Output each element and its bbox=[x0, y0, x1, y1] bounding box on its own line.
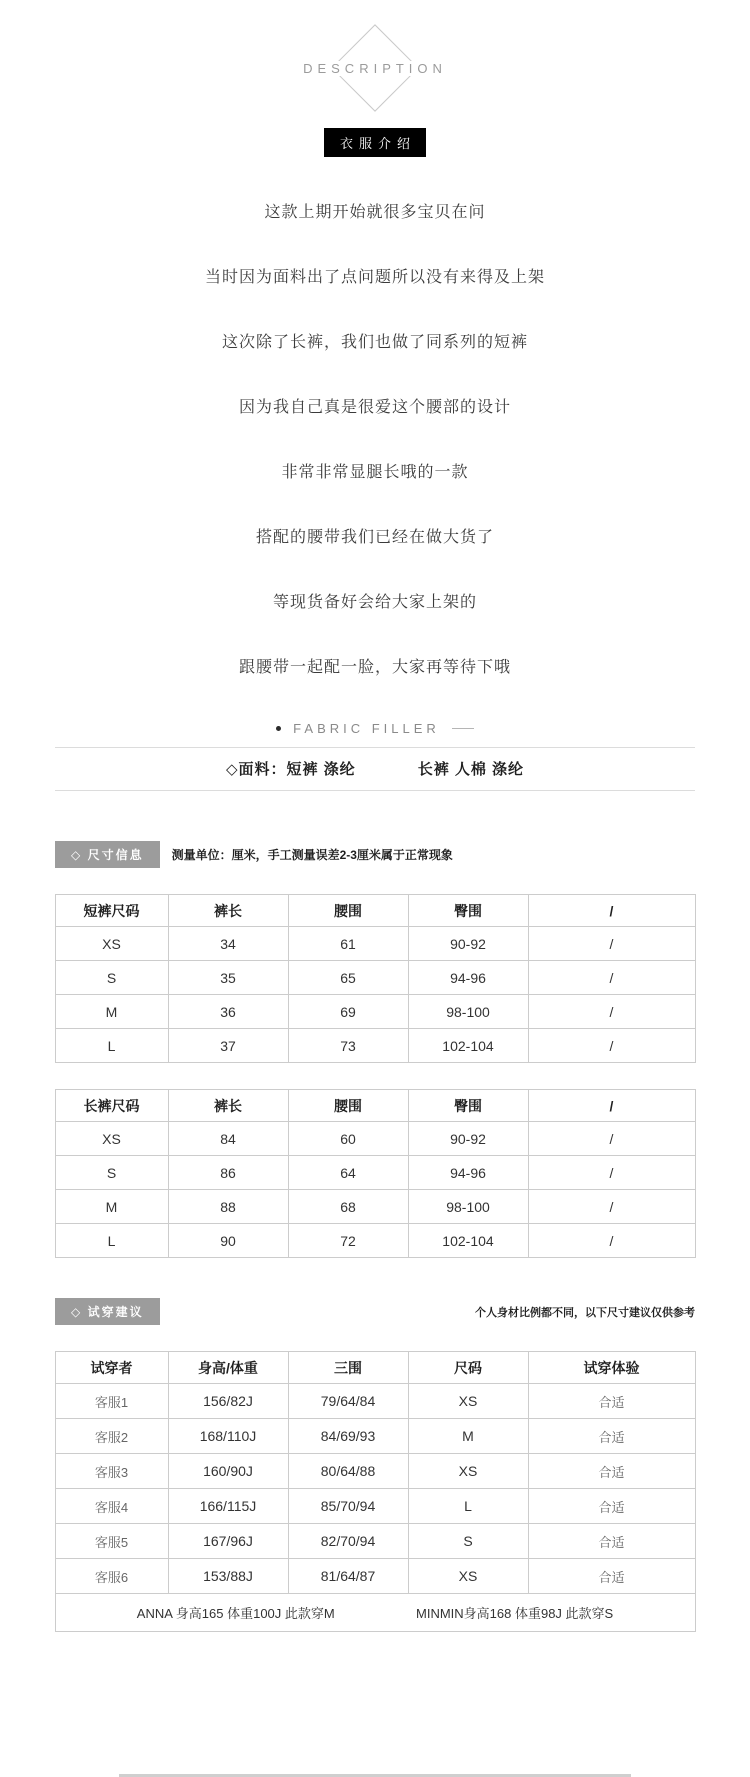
table-cell: 156/82J bbox=[168, 1384, 288, 1419]
header-cell: 腰围 bbox=[288, 1090, 408, 1122]
table-cell: 90-92 bbox=[408, 927, 528, 961]
short-pants-size-table bbox=[55, 894, 696, 1063]
header-cell: 短裤尺码 bbox=[55, 895, 168, 927]
intro-line-6: 搭配的腰带我们已经在做大货了 bbox=[255, 529, 494, 546]
table-cell: M bbox=[55, 1190, 168, 1224]
table-cell: / bbox=[528, 1156, 695, 1190]
header-cell: / bbox=[528, 1090, 695, 1122]
table-header-row bbox=[55, 895, 695, 927]
fabric-long-pants: 长裤 人棉 涤纶 bbox=[417, 761, 525, 778]
table-row bbox=[55, 1524, 695, 1559]
description-header bbox=[0, 18, 750, 118]
table-cell: XS bbox=[408, 1559, 528, 1594]
table-row bbox=[55, 1559, 695, 1594]
table-cell: 166/115J bbox=[168, 1489, 288, 1524]
table-cell: 84/69/93 bbox=[288, 1419, 408, 1454]
bullet-dot-icon bbox=[276, 726, 281, 731]
fabric-short-pants: 短裤 涤纶 bbox=[286, 761, 356, 778]
table-cell: 34 bbox=[168, 927, 288, 961]
fitting-section-badge: ◇ 试穿建议 bbox=[55, 1298, 160, 1325]
table-header-row bbox=[55, 1352, 695, 1384]
header-cell: 尺码 bbox=[408, 1352, 528, 1384]
intro-line-4: 因为我自己真是很爱这个腰部的设计 bbox=[238, 399, 511, 416]
table-cell: 167/96J bbox=[168, 1524, 288, 1559]
table-cell: XS bbox=[55, 1122, 168, 1156]
table-cell: / bbox=[528, 927, 695, 961]
table-cell: 160/90J bbox=[168, 1454, 288, 1489]
table-cell: 73 bbox=[288, 1029, 408, 1063]
table-cell: / bbox=[528, 995, 695, 1029]
header-cell: 腰围 bbox=[288, 895, 408, 927]
table-cell: / bbox=[528, 1224, 695, 1258]
table-cell: XS bbox=[408, 1454, 528, 1489]
table-cell: S bbox=[55, 1156, 168, 1190]
table-cell: 客服6 bbox=[55, 1559, 168, 1594]
footer-note-minmin: MINMIN身高168 体重98J 此款穿S bbox=[416, 1606, 614, 1621]
table-cell: L bbox=[408, 1489, 528, 1524]
table-cell: 60 bbox=[288, 1122, 408, 1156]
table-cell: 90-92 bbox=[408, 1122, 528, 1156]
table-cell: 36 bbox=[168, 995, 288, 1029]
table-row bbox=[55, 995, 695, 1029]
fabric-section-header bbox=[0, 721, 750, 736]
table-cell: 35 bbox=[168, 961, 288, 995]
table-cell: 69 bbox=[288, 995, 408, 1029]
table-cell: 65 bbox=[288, 961, 408, 995]
fitting-table bbox=[55, 1351, 696, 1632]
table-row bbox=[55, 1029, 695, 1063]
long-pants-size-table bbox=[55, 1089, 696, 1258]
intro-badge: 衣服介绍 bbox=[324, 128, 426, 157]
table-cell: 合适 bbox=[528, 1559, 695, 1594]
table-row bbox=[55, 927, 695, 961]
size-section-badge: ◇ 尺寸信息 bbox=[55, 841, 160, 868]
footer-notes bbox=[56, 1603, 695, 1622]
table-row bbox=[55, 1156, 695, 1190]
table-row bbox=[55, 1454, 695, 1489]
table-cell: 客服5 bbox=[55, 1524, 168, 1559]
header-cell: 三围 bbox=[288, 1352, 408, 1384]
header-cell: / bbox=[528, 895, 695, 927]
intro-line-3: 这次除了长裤，我们也做了同系列的短裤 bbox=[221, 334, 528, 351]
divider-line bbox=[55, 790, 695, 791]
table-cell: 合适 bbox=[528, 1489, 695, 1524]
table-row bbox=[55, 1419, 695, 1454]
intro-line-5: 非常非常显腿长哦的一款 bbox=[281, 464, 469, 481]
intro-line-7: 等现货备好会给大家上架的 bbox=[272, 594, 477, 611]
table-cell: 客服2 bbox=[55, 1419, 168, 1454]
description-label: DESCRIPTION bbox=[289, 61, 461, 76]
table-cell: 客服1 bbox=[55, 1384, 168, 1419]
table-cell: 合适 bbox=[528, 1384, 695, 1419]
header-cell: 裤长 bbox=[168, 895, 288, 927]
table-cell: 94-96 bbox=[408, 1156, 528, 1190]
table-row bbox=[55, 1224, 695, 1258]
table-cell: / bbox=[528, 1190, 695, 1224]
table-cell: 82/70/94 bbox=[288, 1524, 408, 1559]
table-row bbox=[55, 961, 695, 995]
fitting-section-header bbox=[55, 1298, 695, 1325]
table-cell: 79/64/84 bbox=[288, 1384, 408, 1419]
table-cell: 153/88J bbox=[168, 1559, 288, 1594]
table-cell: 68 bbox=[288, 1190, 408, 1224]
table-cell: 64 bbox=[288, 1156, 408, 1190]
table-cell: S bbox=[55, 961, 168, 995]
table-cell: 80/64/88 bbox=[288, 1454, 408, 1489]
table-cell: 90 bbox=[168, 1224, 288, 1258]
table-cell: 98-100 bbox=[408, 995, 528, 1029]
table-cell: XS bbox=[408, 1384, 528, 1419]
table-cell: 合适 bbox=[528, 1419, 695, 1454]
intro-line-2: 当时因为面料出了点问题所以没有来得及上架 bbox=[204, 269, 545, 286]
table-cell: 86 bbox=[168, 1156, 288, 1190]
header-cell: 身高/体重 bbox=[168, 1352, 288, 1384]
table-cell: 102-104 bbox=[408, 1029, 528, 1063]
footer-cell bbox=[55, 1594, 695, 1632]
table-cell: 94-96 bbox=[408, 961, 528, 995]
divider-line bbox=[55, 747, 695, 748]
table-cell: M bbox=[55, 995, 168, 1029]
table-cell: 168/110J bbox=[168, 1419, 288, 1454]
fabric-composition bbox=[0, 758, 750, 779]
size-section-header bbox=[55, 841, 695, 868]
table-cell: / bbox=[528, 1029, 695, 1063]
table-cell: 98-100 bbox=[408, 1190, 528, 1224]
header-cell: 试穿者 bbox=[55, 1352, 168, 1384]
fabric-section-label: FABRIC FILLER bbox=[293, 721, 440, 736]
table-cell: 37 bbox=[168, 1029, 288, 1063]
fitting-table-footer bbox=[55, 1594, 695, 1632]
table-cell: 客服4 bbox=[55, 1489, 168, 1524]
footer-note-anna: ANNA 身高165 体重100J 此款穿M bbox=[136, 1606, 335, 1621]
table-cell: M bbox=[408, 1419, 528, 1454]
header-cell: 臀围 bbox=[408, 1090, 528, 1122]
table-cell: 61 bbox=[288, 927, 408, 961]
table-cell: 72 bbox=[288, 1224, 408, 1258]
table-cell: 88 bbox=[168, 1190, 288, 1224]
table-cell: 客服3 bbox=[55, 1454, 168, 1489]
table-cell: 合适 bbox=[528, 1454, 695, 1489]
product-description-page bbox=[0, 18, 750, 1714]
dash-line bbox=[452, 728, 474, 729]
table-cell: L bbox=[55, 1029, 168, 1063]
fabric-prefix: ◇面料： bbox=[225, 761, 287, 778]
table-row bbox=[55, 1384, 695, 1419]
table-cell: 85/70/94 bbox=[288, 1489, 408, 1524]
table-cell: S bbox=[408, 1524, 528, 1559]
header-cell: 长裤尺码 bbox=[55, 1090, 168, 1122]
intro-paragraphs bbox=[0, 199, 750, 677]
intro-line-8: 跟腰带一起配一脸，大家再等待下哦 bbox=[238, 659, 511, 676]
table-cell: 102-104 bbox=[408, 1224, 528, 1258]
table-cell: L bbox=[55, 1224, 168, 1258]
intro-line-1: 这款上期开始就很多宝贝在问 bbox=[264, 204, 486, 221]
table-row bbox=[55, 1190, 695, 1224]
size-section-note: 测量单位：厘米，手工测量误差2-3厘米属于正常现象 bbox=[171, 848, 453, 862]
table-row bbox=[55, 1489, 695, 1524]
table-row bbox=[55, 1122, 695, 1156]
table-header-row bbox=[55, 1090, 695, 1122]
fitting-section-note: 个人身材比例都不同，以下尺寸建议仅供参考 bbox=[475, 1306, 695, 1319]
table-cell: XS bbox=[55, 927, 168, 961]
table-cell: 81/64/87 bbox=[288, 1559, 408, 1594]
header-cell: 裤长 bbox=[168, 1090, 288, 1122]
table-cell: 84 bbox=[168, 1122, 288, 1156]
table-cell: / bbox=[528, 961, 695, 995]
table-cell: 合适 bbox=[528, 1524, 695, 1559]
header-cell: 臀围 bbox=[408, 895, 528, 927]
table-cell: / bbox=[528, 1122, 695, 1156]
header-cell: 试穿体验 bbox=[528, 1352, 695, 1384]
